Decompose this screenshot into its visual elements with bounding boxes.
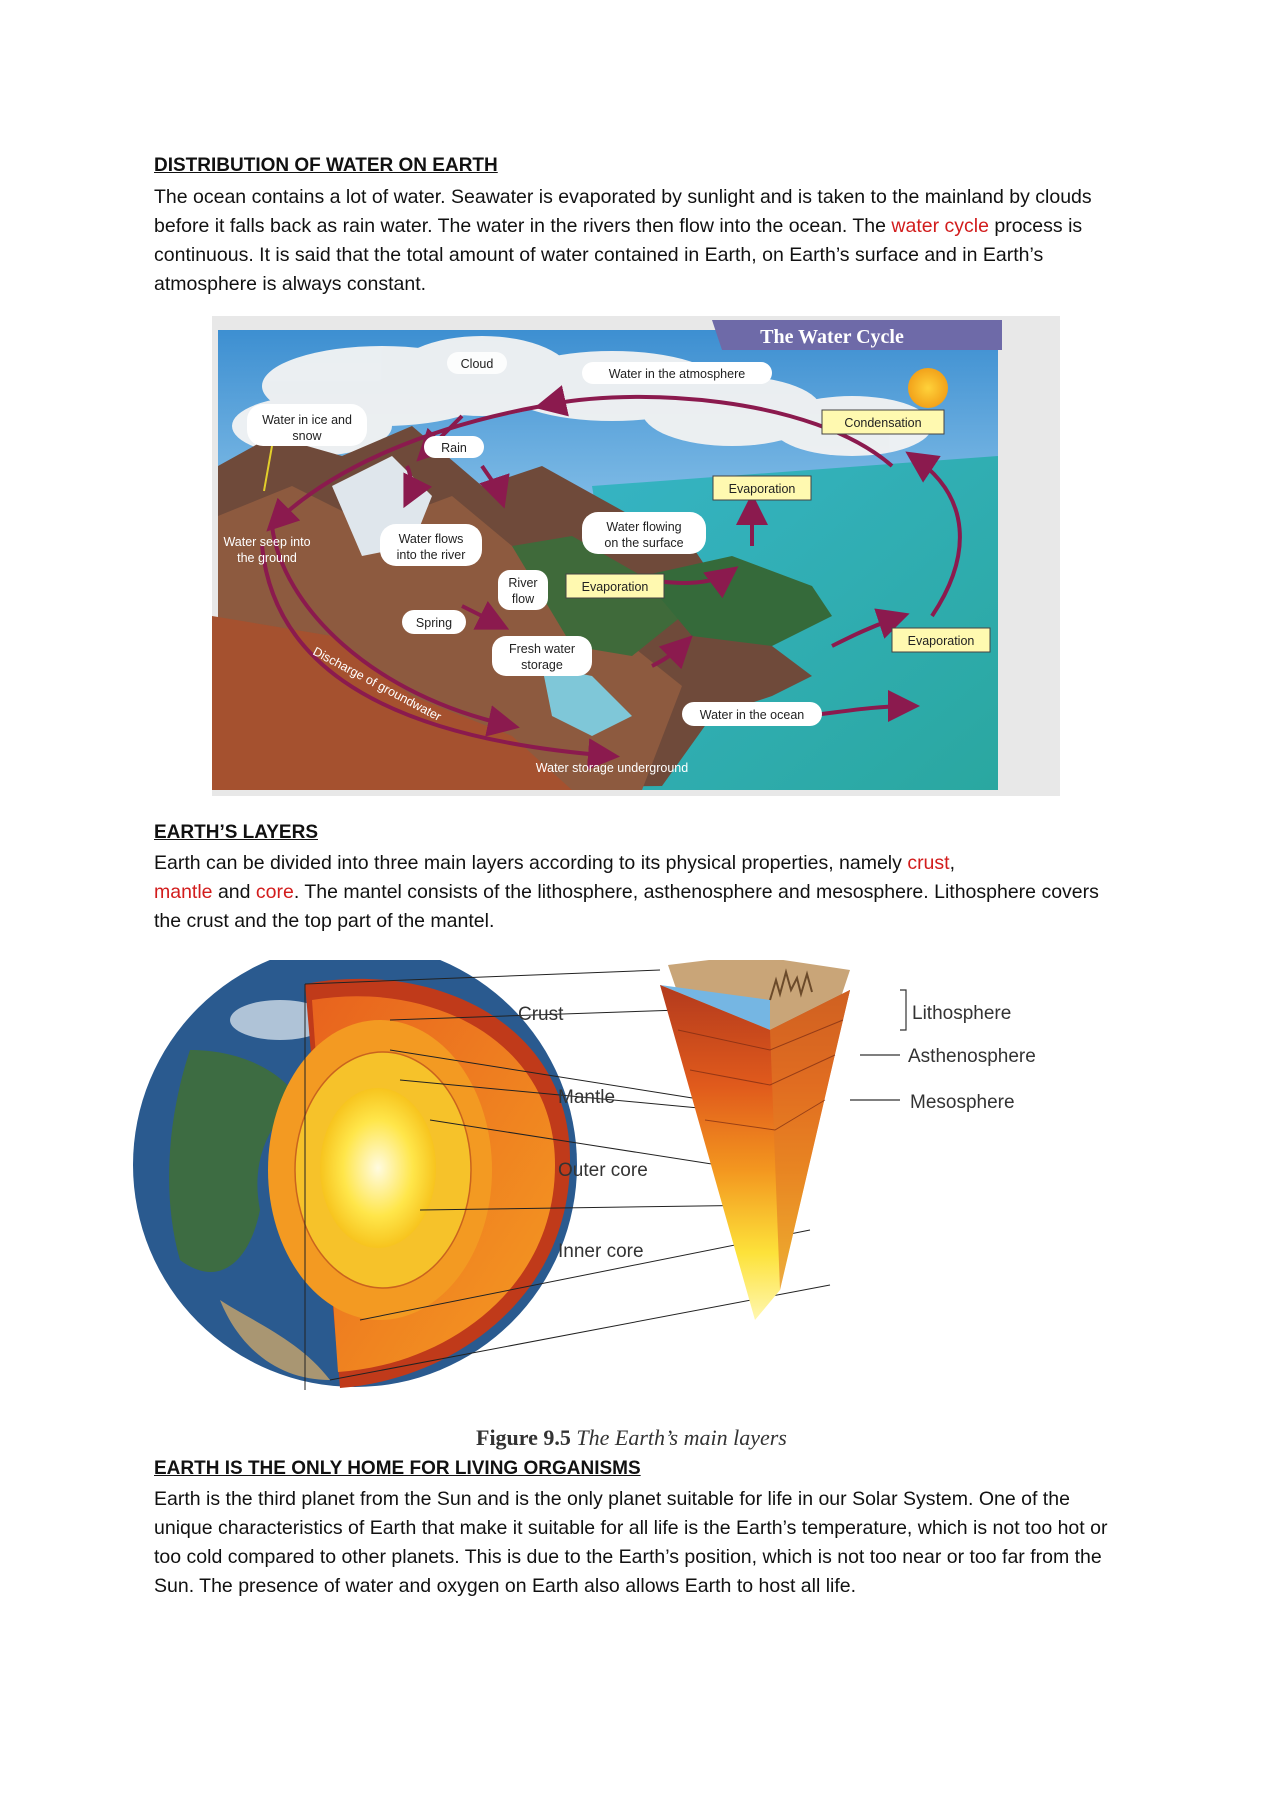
label-flows-river: [380, 524, 482, 566]
label-atmosphere: [582, 362, 772, 384]
svg-text:Discharge of groundwater: Discharge of groundwater: [310, 644, 444, 724]
water-cycle-title: The Water Cycle: [760, 326, 904, 348]
label-condensation: [822, 410, 944, 434]
highlight-crust: crust: [907, 852, 950, 874]
svg-text:snow: snow: [292, 429, 322, 443]
label-spring: [402, 610, 466, 634]
svg-text:River: River: [508, 576, 538, 590]
label-inner-core: Inner core: [558, 1241, 644, 1262]
svg-text:Evaporation: Evaporation: [728, 482, 796, 496]
paragraph-water-distribution: [154, 183, 1119, 299]
label-river-flow: [498, 570, 548, 610]
svg-text:Spring: Spring: [415, 616, 453, 630]
svg-text:Fresh water: Fresh water: [509, 642, 575, 656]
highlight-water-cycle: water cycle: [891, 215, 989, 237]
earth-layers-figure: [130, 960, 1150, 1422]
highlight-core: core: [255, 881, 294, 903]
label-mantle: Mantle: [558, 1087, 616, 1108]
label-cloud: [447, 352, 507, 374]
svg-text:Water in ice and: Water in ice and: [262, 413, 352, 427]
svg-text:flow: flow: [511, 592, 535, 606]
paragraph-text: The ocean contains a lot of water. Seawater is evaporated by sunlight and is taken to the mainland by clouds before it falls back as rain water. The water in the rivers then flow into the ocean. The: [154, 186, 1092, 237]
svg-text:storage: storage: [521, 658, 563, 672]
label-ocean: [682, 702, 822, 726]
figure-caption: Figure 9.5 The Earth’s main layers: [476, 1425, 787, 1450]
label-ice-snow: [247, 404, 367, 446]
label-flowing-surface: [582, 512, 706, 554]
label-crust: Crust: [518, 1004, 564, 1025]
highlight-mantle: mantle: [154, 881, 213, 903]
label-underground: [536, 761, 688, 775]
svg-text:Water flowing: Water flowing: [606, 520, 682, 534]
svg-text:Water storage underground: Water storage underground: [535, 761, 689, 775]
label-evaporation-right: [892, 628, 990, 652]
svg-text:Water flows: Water flows: [398, 532, 464, 546]
label-rain: [424, 436, 484, 458]
label-outer-core: Outer core: [558, 1160, 648, 1181]
heading-living-organisms: EARTH IS THE ONLY HOME FOR LIVING ORGANISMS: [154, 1458, 641, 1479]
label-asthenosphere: Asthenosphere: [908, 1046, 1036, 1067]
svg-text:Evaporation: Evaporation: [581, 580, 649, 594]
heading-water-distribution: DISTRIBUTION OF WATER ON EARTH: [154, 155, 498, 176]
svg-text:Cloud: Cloud: [460, 357, 494, 371]
svg-text:Water in the ocean: Water in the ocean: [699, 708, 805, 722]
paragraph-text: process is continuous. It is said that the total amount of water contained in Earth, on Earth’s surface and in Earth’s atmosphere is always constant.: [154, 215, 1083, 295]
label-fresh-water: [492, 636, 592, 676]
svg-text:Condensation: Condensation: [844, 416, 922, 430]
svg-text:Water seep into: Water seep into: [223, 535, 311, 549]
svg-text:on the surface: on the surface: [604, 536, 684, 550]
label-mesosphere: Mesosphere: [910, 1092, 1015, 1113]
svg-text:Water in the atmosphere: Water in the atmosphere: [608, 367, 746, 381]
svg-text:Evaporation: Evaporation: [907, 634, 975, 648]
water-cycle-figure: [212, 316, 1060, 796]
paragraph-earth-layers: Earth can be divided into three main layers according to its physical properties, namely crust, mantle and core. The mantel consists of the lithosphere, asthenosphere and mesosphere. Lithosphere covers the crust and the top part of the mantel.: [154, 852, 1099, 932]
label-lithosphere: Lithosphere: [912, 1003, 1012, 1024]
heading-earth-layers: EARTH’S LAYERS: [154, 822, 318, 843]
label-evaporation-mid: [566, 574, 664, 598]
svg-text:into the river: into the river: [396, 548, 466, 562]
label-evaporation-top: [713, 476, 811, 500]
svg-text:the ground: the ground: [237, 551, 297, 565]
paragraph-living-organisms: Earth is the third planet from the Sun and is the only planet suitable for life in our Solar System. One of the unique characteristics of Earth that make it suitable for all life is the Earth’s temperature, which is not too hot or too cold compared to other planets. This is due to the Earth’s position, which is not too near or too far from the Sun. The presence of water and oxygen on Earth also allows Earth to host all life.: [154, 1488, 1108, 1597]
svg-text:Rain: Rain: [441, 441, 467, 455]
